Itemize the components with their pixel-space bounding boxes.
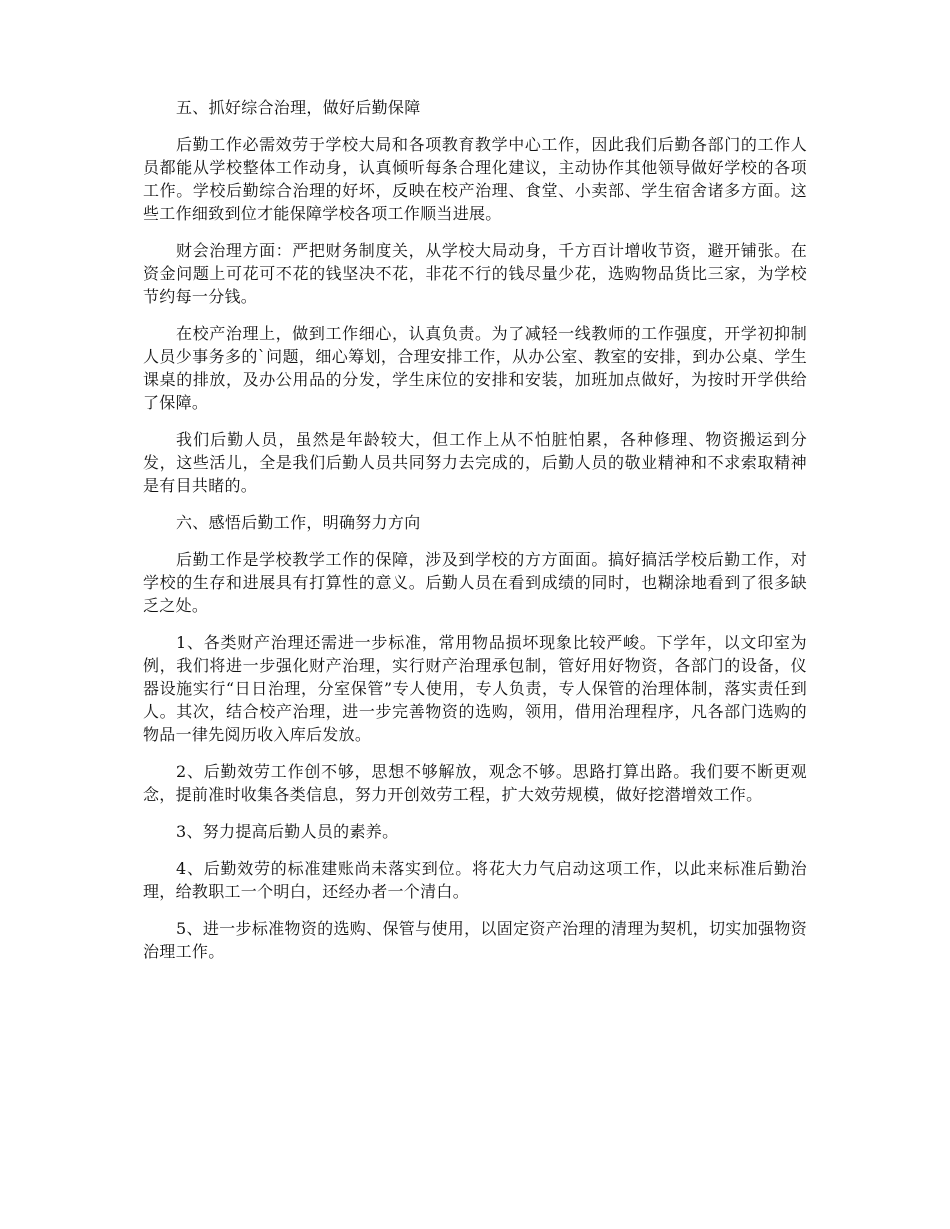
paragraph-item-2: 2、后勤效劳工作创不够，思想不够解放，观念不够。思路打算出路。我们要不断更观念，提前准时收集各类信息，努力开创效劳工程，扩大效劳规模，做好挖潜增效工作。 (143, 762, 807, 804)
paragraph-item-1: 1、各类财产治理还需进一步标准，常用物品损坏现象比较严峻。下学年，以文印室为例，我们将进一步强化财产治理，实行财产治理承包制，管好用好物资，各部门的设备，仪器设施实行“日日治理，分室保管”专人使用，专人负责，专人保管的治理体制，落实责任到人。其次，结合校产治理，进一步完善物资的选购，领用，借用治理程序，凡各部门选购的物品一律先阅历收入库后发放。 (143, 633, 807, 744)
paragraph-assets: 在校产治理上，做到工作细心，认真负责。为了减轻一线教师的工作强度，开学初抑制人员少事务多的`问题，细心筹划，合理安排工作，从办公室、教室的安排，到办公桌、学生课桌的排放，及办公用品的分发，学生床位的安排和安装，加班加点做好，为按时开学供给了保障。 (143, 324, 807, 412)
paragraph-finance: 财会治理方面：严把财务制度关，从学校大局动身，千方百计增收节资，避开铺张。在资金问题上可花可不花的钱坚决不花，非花不行的钱尽量少花，选购物品货比三家，为学校节约每一分钱。 (143, 241, 807, 306)
paragraph-reflection: 后勤工作是学校教学工作的保障，涉及到学校的方方面面。搞好搞活学校后勤工作，对学校的生存和进展具有打算性的意义。后勤人员在看到成绩的同时，也糊涂地看到了很多缺乏之处。 (143, 550, 807, 615)
paragraph-item-4: 4、后勤效劳的标准建账尚未落实到位。将花大力气启动这项工作，以此来标准后勤治理，给教职工一个明白，还经办者一个清白。 (143, 859, 807, 901)
section-heading-six: 六、感悟后勤工作，明确努力方向 (176, 513, 421, 532)
document-body (143, 96, 807, 977)
paragraph-service: 后勤工作必需效劳于学校大局和各项教育教学中心工作，因此我们后勤各部门的工作人员都能从学校整体工作动身，认真倾听每条合理化建议，主动协作其他领导做好学校的各项工作。学校后勤综合治理的好坏，反映在校产治理、食堂、小卖部、学生宿舍诸多方面。这些工作细致到位才能保障学校各项工作顺当进展。 (143, 135, 807, 223)
section-heading-five: 五、抓好综合治理，做好后勤保障 (176, 98, 421, 117)
paragraph-item-3: 3、努力提高后勤人员的素养。 (176, 822, 399, 841)
paragraph-staff: 我们后勤人员，虽然是年龄较大，但工作上从不怕脏怕累，各种修理、物资搬运到分发，这些活儿，全是我们后勤人员共同努力去完成的，后勤人员的敬业精神和不求索取精神是有目共睹的。 (143, 430, 807, 495)
paragraph-item-5: 5、进一步标准物资的选购、保管与使用，以固定资产治理的清理为契机，切实加强物资治理工作。 (143, 919, 807, 961)
